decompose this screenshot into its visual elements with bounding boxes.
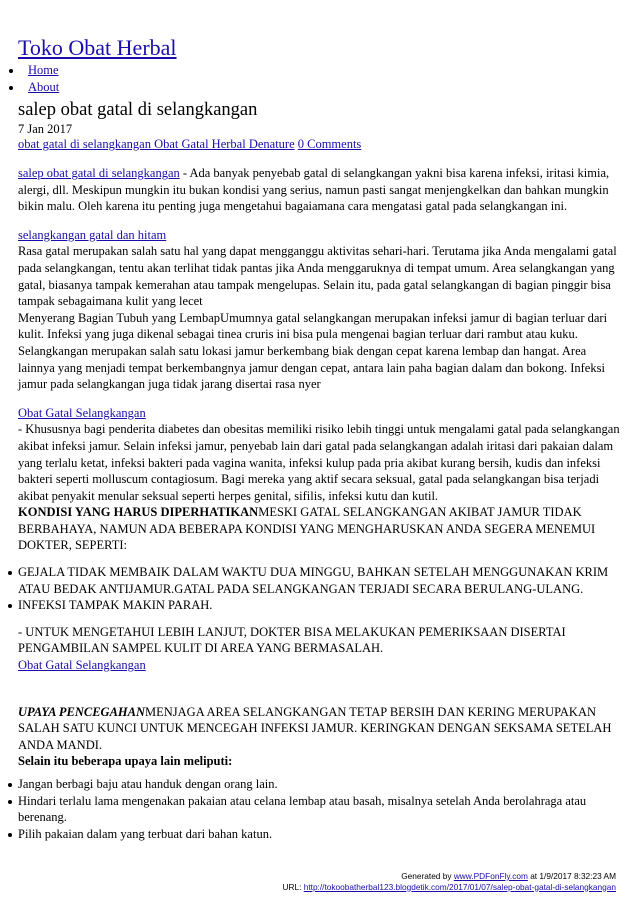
footer-text: Generated by bbox=[401, 871, 454, 881]
generated-line bbox=[283, 871, 617, 882]
post-date: 7 Jan 2017 bbox=[18, 122, 73, 136]
nav-link-about[interactable]: About bbox=[28, 80, 60, 94]
source-url-link[interactable]: http://tokoobatherbal123.blogdetik.com/2017/01/07/salep-obat-gatal-di-selangkangan bbox=[303, 881, 616, 892]
keyword-link-obat-2[interactable]: Obat Gatal Selangkangan bbox=[18, 658, 146, 673]
comments-link[interactable]: 0 Comments bbox=[297, 137, 362, 151]
paragraph-text: Menyerang Bagian Tubuh yang LembapUmumnya gatal selangkangan merupakan infeksi jamur di bagian terluar dari kulit. Infeksi yang juga dikenal sebagai tinea cruris ini bisa pula mengenai bagian terluar dari rambut atau kuku. Selangkangan merupakan salah satu lokasi jamur berkembang biak dengan cepat karena lembap dan hangat. Area lainnya yang menjadi tempat berkembangnya jamur dengan cepat, antara lain paha bagian dalam dan bokong. Infeksi jamur pada selangkangan juga tidak jarang disertai rasa nyer bbox=[18, 310, 608, 392]
list-item: GEJALA TIDAK MEMBAIK DALAM WAKTU DUA MINGGU, BAHKAN SETELAH MENGGUNAKAN KRIM ATAU BEDAK ANTIJAMUR.GATAL PADA SELANGKANGAN TERJADI SECARA BERULANG-ULANG. bbox=[18, 564, 620, 597]
paragraph-text: Rasa gatal merupakan salah satu hal yang dapat mengganggu aktivitas sehari-hari. Terutama jika Anda mengalami gatal pada selangkangan, tentu akan terlihat tidak pantas jika Anda menggaruknya di tempat umum. Area selangkangan yang gatal, biasanya tampak kemerahan atau tampak mengelupas. Selain itu, pada gatal selangkangan di bagian pinggir bisa tampak sebagaimana kulit yang lecet bbox=[18, 244, 617, 309]
paragraph-text: MENJAGA AREA SELANGKANGAN TETAP BERSIH DAN KERING MERUPAKAN SALAH SATU KUNCI UNTUK MENCEGAH INFEKSI JAMUR. KERINGKAN DENGAN SEKSAMA SETELAH ANDA MANDI. bbox=[18, 704, 612, 752]
paragraph-keyword bbox=[18, 227, 620, 244]
post-labels-link[interactable]: obat gatal di selangkangan Obat Gatal Herbal Denature bbox=[18, 137, 295, 151]
paragraph-text: - Ada banyak penyebab gatal di selangkangan yakni bisa karena infeksi, iritasi kimia, alergi, dll. Meskipun mungkin itu bukan kondisi yang serius, namun pasti sangat menjengkelkan dan bahkan mungkin bikin malu. Oleh karena itu penting juga mengetahui bagaiamana cara mengatasi gatal pada selangkangan ini. bbox=[18, 166, 610, 214]
pdfonfly-link[interactable]: www.PDFonFly.com bbox=[453, 871, 528, 881]
paragraph-prevention bbox=[18, 704, 620, 754]
paragraph-text: MESKI GATAL SELANGKANGAN AKIBAT JAMUR TIDAK BERBAHAYA, NAMUN ADA BEBERAPA KONDISI YANG MENGHARUSKAN ANDA SEGERA MENEMUI DOKTER, SEPERTI: bbox=[18, 505, 596, 553]
paragraph-text: - Khususnya bagi penderita diabetes dan obesitas memiliki risiko lebih tinggi untuk mengalami gatal pada selangkangan akibat infeksi jamur. Selain infeksi jamur, penyebab lain dari gatal pada selangkangan adalah iritasi dari pakaian dalam yang terlalu ketat, infeksi bakteri pada vagina wanita, infeksi kulup pada pria akibat kurang bersih, kudis dan infeksi bakteri seperti molluscum contagiosum. Bagi mereka yang aktif secara seksual, gatal pada selangkangan bisa terjadi akibat penyakit menular seksual seperti herpes genital, sifilis, infeksi kutu dan kutil. bbox=[18, 422, 620, 503]
keyword-link-salep[interactable]: salep obat gatal di selangkangan bbox=[18, 166, 180, 180]
paragraph-intro bbox=[18, 165, 620, 215]
symptom-list bbox=[18, 564, 620, 614]
post-meta bbox=[18, 137, 361, 152]
list-item: Hindari terlalu lama mengenakan pakaian atau celana lembap atau basah, misalnya setelah Anda berolahraga atau berenang. bbox=[18, 793, 620, 826]
paragraph-keyword bbox=[18, 405, 620, 422]
list-item: Pilih pakaian dalam yang terbuat dari bahan katun. bbox=[18, 826, 620, 843]
site-title-link[interactable]: Toko Obat Herbal bbox=[18, 35, 177, 60]
keyword-link-obat[interactable]: Obat Gatal Selangkangan bbox=[18, 405, 146, 420]
url-line bbox=[283, 882, 617, 893]
nav-item-about bbox=[18, 79, 59, 96]
nav-item-home bbox=[18, 62, 59, 79]
footer-text: at 1/9/2017 8:32:23 AM bbox=[527, 871, 616, 881]
bold-heading: KONDISI YANG HARUS DIPERHATIKAN bbox=[18, 505, 259, 520]
paragraph-keyword bbox=[18, 657, 620, 674]
list-item: INFEKSI TAMPAK MAKIN PARAH. bbox=[18, 597, 620, 614]
nav-link-home[interactable]: Home bbox=[28, 63, 59, 77]
post-title: salep obat gatal di selangkangan bbox=[18, 100, 258, 120]
bold-subheading: Selain itu beberapa upaya lain meliputi: bbox=[18, 754, 233, 769]
post-body bbox=[18, 165, 620, 842]
footer-text: URL: bbox=[282, 881, 304, 892]
pdf-footer bbox=[283, 871, 617, 892]
keyword-link-hitam[interactable]: selangkangan gatal dan hitam bbox=[18, 227, 167, 242]
nav-menu bbox=[18, 62, 59, 96]
prevention-list bbox=[18, 776, 620, 842]
paragraph-text: - UNTUK MENGETAHUI LEBIH LANJUT, DOKTER BISA MELAKUKAN PEMERIKSAAN DISERTAI PENGAMBILAN SAMPEL KULIT DI AREA YANG BERMASALAH. bbox=[18, 624, 566, 656]
paragraph-subheading bbox=[18, 753, 620, 770]
paragraph-warning bbox=[18, 504, 620, 554]
list-item: Jangan berbagi baju atau handuk dengan orang lain. bbox=[18, 776, 620, 793]
bold-italic-heading: UPAYA PENCEGAHAN bbox=[18, 704, 145, 719]
site-title bbox=[18, 35, 177, 61]
